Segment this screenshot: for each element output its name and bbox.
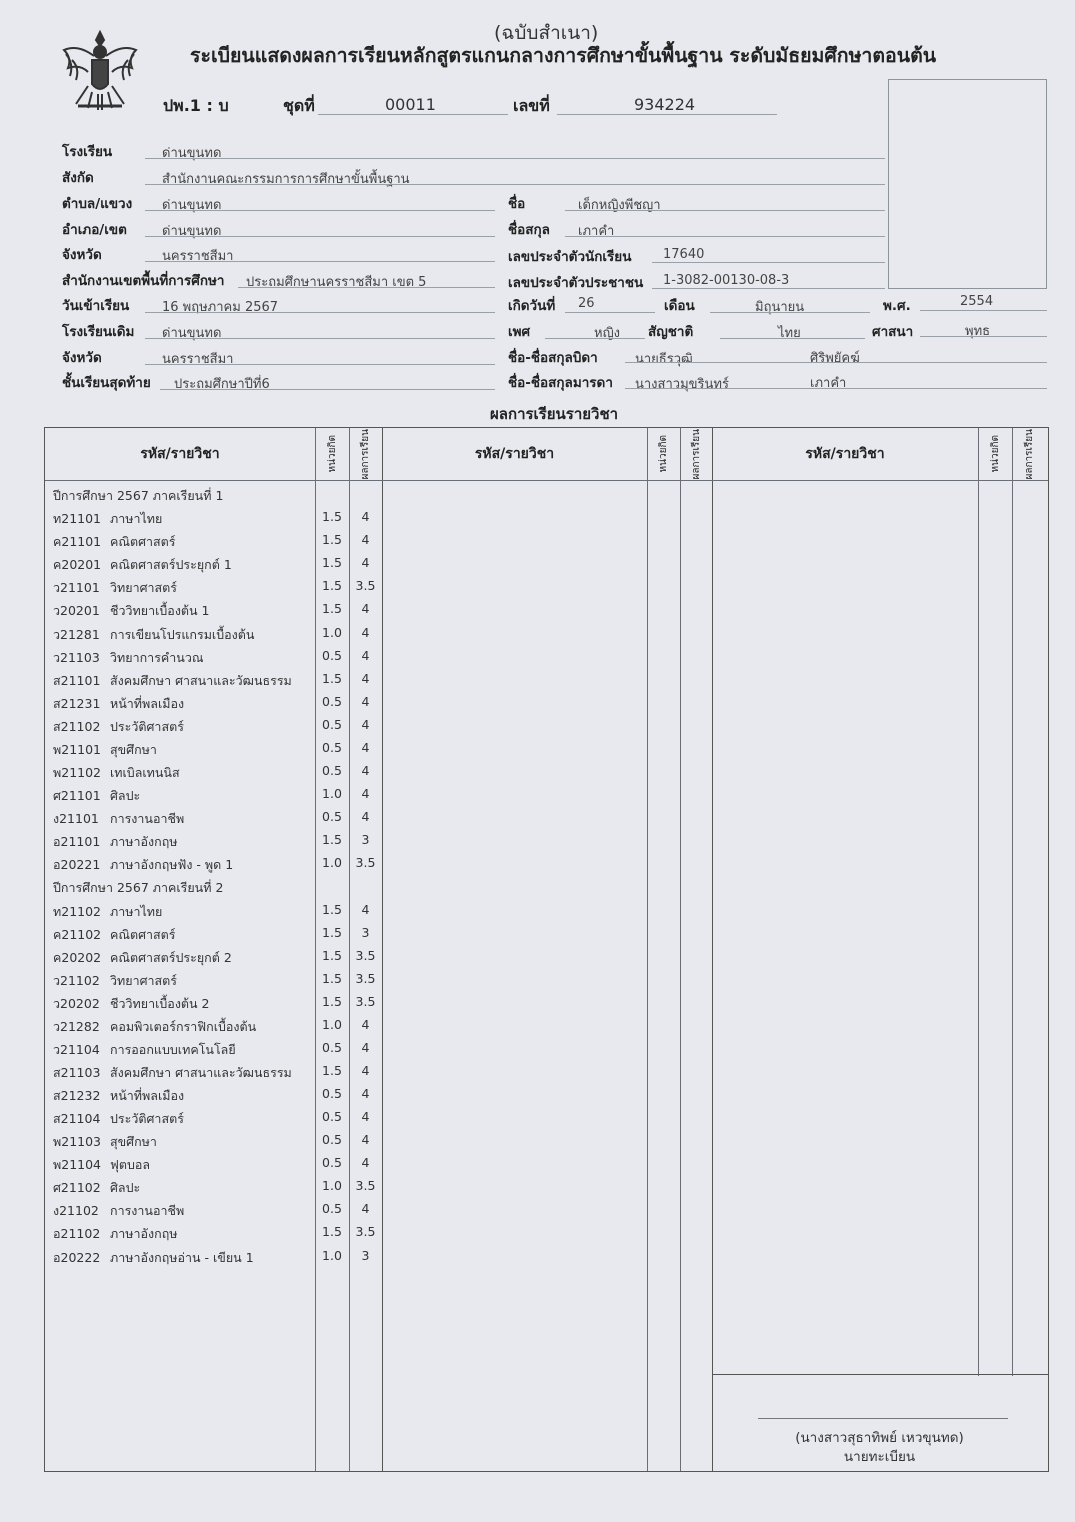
area-office-value: ประถมศึกษานครราชสีมา เขต 5 [246, 275, 427, 290]
father-first: นายธีรวุฒิ [635, 352, 693, 367]
col3-grade-header: ผลการเรียน [1023, 428, 1035, 480]
affiliation-value: สำนักงานคณะกรรมการการศึกษาขั้นพื้นฐาน [162, 172, 410, 187]
sex-value: หญิง [594, 326, 620, 341]
nationality-label: สัญชาติ [648, 324, 694, 340]
last-grade-label: ชั้นเรียนสุดท้าย [62, 375, 151, 391]
mother-last: เภาคำ [810, 376, 847, 391]
mother-first: นางสาวมุขรินทร์ [635, 377, 729, 392]
semester-2-label: ปีการศึกษา 2567 ภาคเรียนที่ 2 [53, 880, 224, 895]
birth-day-label: เกิดวันที่ [508, 298, 556, 314]
garuda-emblem-icon [58, 24, 142, 112]
col3-subject-header: รหัส/รายวิชา [805, 446, 885, 462]
prev-school-label: โรงเรียนเดิม [62, 324, 135, 340]
col1-credit-header: หน่วยกิต [326, 435, 338, 473]
entry-date-value: 16 พฤษภาคม 2567 [162, 300, 279, 315]
citizen-id-label: เลขประจำตัวประชาชน [508, 275, 644, 291]
signature-line [758, 1418, 1008, 1419]
surname-label: ชื่อสกุล [508, 222, 550, 238]
subdistrict-value: ด่านขุนทด [162, 198, 222, 213]
registrar-title: นายทะเบียน [843, 1449, 916, 1465]
registrar-name: (นางสาวสุธาทิพย์ เหวขุนทด) [795, 1430, 964, 1446]
district-value: ด่านขุนทด [162, 224, 222, 239]
copy-note: (ฉบับสำเนา) [494, 22, 599, 44]
grades-table: รหัส/รายวิชา หน่วยกิต ผลการเรียน รหัส/รายวิชา หน่วยกิต ผลการเรียน รหัส/รายวิชา หน่วยกิต ผลการเรียน ปีการศึกษา 2567 ภาคเรียนที่ 1 ท21101 ภาษาไทย 1.5 4 ค21101 คณิตศาสตร์ 1.5 4 ค20201 คณิตศาสตร์ประยุกต์ 1 1.5 4 ว21101 วิทยาศาสตร์ 1.5 3.5 ว20201 ชีววิทยาเบื้องต้น 1 1.5 4 ว21281 การเขียนโปรแกรมเบื้องต้น 1.0 4 ว21103 วิทยาการคำนวณ 0.5 4 ส21101 สังคมศึกษา ศาสนาและวัฒนธรรม 1.5 4 ส21231 หน้าที่พลเมือง 0.5 4 ส21102 ประวัติศาสตร์ 0.5 4 พ21101 สุขศึกษา 0.5 4 พ21102 เทเบิลเทนนิส 0.5 4 ศ21101 ศิลปะ 1.0 4 ง21101 การงานอาชีพ 0.5 4 อ21101 ภาษาอังกฤษ 1.5 3 อ20221 ภาษาอังกฤษฟัง - พูด 1 1.0 3.5 ปีการศึกษา 2567 ภาคเรียนที่ 2 ท21102 ภาษาไทย 1.5 4 ค21102 คณิตศาสตร์ 1.5 3 ค20202 คณิตศาสตร์ประยุกต์ 2 1.5 3.5 ว21102 วิทยาศาสตร์ 1.5 3.5 ว20202 ชีววิทยาเบื้องต้น 2 1.5 3.5 ว21282 คอมพิวเตอร์กราฟิกเบื้องต้น 1.0 4 ว21104 การออกแบบเทคโนโลยี 0.5 4 ส21103 สังคมศึกษา ศาสนาและวัฒนธรรม 1.5 4 ส21232 หน้าที่พลเมือง 0.5 4 ส21104 ประวัติศาสตร์ 0.5 4 พ21103 สุขศึกษา 0.5 4 พ21104 ฟุตบอล 0.5 4 ศ21102 ศิลปะ 1.0 3.5 ง21102 การงานอาชีพ 0.5 4 อ21102 ภาษาอังกฤษ 1.5 3.5 อ20222 ภาษาอังกฤษอ่าน - เขียน 1 1.0 3 [44, 427, 1049, 1472]
col3-credit-header: หน่วยกิต [989, 435, 1001, 473]
name-value: เด็กหญิงพีชญา [578, 198, 661, 213]
sex-label: เพศ [508, 324, 531, 340]
section-title: ผลการเรียนรายวิชา [490, 405, 619, 423]
birth-month-value: มิถุนายน [755, 300, 805, 315]
school-value: ด่านขุนทด [162, 146, 222, 161]
citizen-id-value: 1-3082-00130-08-3 [663, 273, 790, 288]
birth-day-value: 26 [578, 296, 595, 311]
religion-label: ศาสนา [872, 324, 914, 340]
school-label: โรงเรียน [62, 144, 113, 160]
number-value: 934224 [634, 95, 696, 114]
prev-province-value: นครราชสีมา [162, 352, 234, 367]
birth-year-label: พ.ศ. [883, 298, 911, 314]
col2-grade-header: ผลการเรียน [690, 428, 702, 480]
birth-month-label: เดือน [664, 298, 695, 314]
student-id-label: เลขประจำตัวนักเรียน [508, 249, 632, 265]
set-label: ชุดที่ [283, 96, 315, 115]
col1-grade-header: ผลการเรียน [360, 428, 371, 480]
photo-box [888, 79, 1047, 289]
name-label: ชื่อ [508, 196, 526, 212]
district-label: อำเภอ/เขต [62, 222, 127, 238]
area-office-label: สำนักงานเขตพื้นที่การศึกษา [62, 273, 225, 289]
mother-label: ชื่อ-ชื่อสกุลมารดา [508, 375, 613, 391]
father-label: ชื่อ-ชื่อสกุลบิดา [508, 350, 598, 366]
col2-credit-header: หน่วยกิต [658, 435, 669, 473]
father-last: ศิริพยัคฆ์ [810, 351, 860, 366]
province-value: นครราชสีมา [162, 249, 234, 264]
number-label: เลขที่ [513, 96, 550, 115]
subdistrict-label: ตำบล/แขวง [62, 196, 133, 212]
nationality-value: ไทย [778, 326, 801, 341]
entry-date-label: วันเข้าเรียน [62, 298, 130, 314]
province-label: จังหวัด [62, 247, 102, 263]
page-title: ระเบียนแสดงผลการเรียนหลักสูตรแกนกลางการศึกษาขั้นพื้นฐาน ระดับมัธยมศึกษาตอนต้น [190, 44, 937, 67]
col2-subject-header: รหัส/รายวิชา [474, 446, 555, 462]
prev-school-value: ด่านขุนทด [162, 326, 222, 341]
form-code: ปพ.1 : บ [163, 96, 229, 115]
religion-value: พุทธ [965, 324, 991, 339]
prev-province-label: จังหวัด [62, 350, 102, 366]
birth-year-value: 2554 [960, 294, 994, 309]
semester-1-label: ปีการศึกษา 2567 ภาคเรียนที่ 1 [53, 488, 224, 503]
student-id-value: 17640 [663, 247, 705, 262]
last-grade-value: ประถมศึกษาปีที่6 [174, 377, 270, 392]
affiliation-label: สังกัด [62, 170, 94, 186]
col1-subject-header: รหัส/รายวิชา [140, 446, 220, 462]
set-value: 00011 [385, 95, 436, 114]
surname-value: เภาคำ [578, 224, 615, 239]
